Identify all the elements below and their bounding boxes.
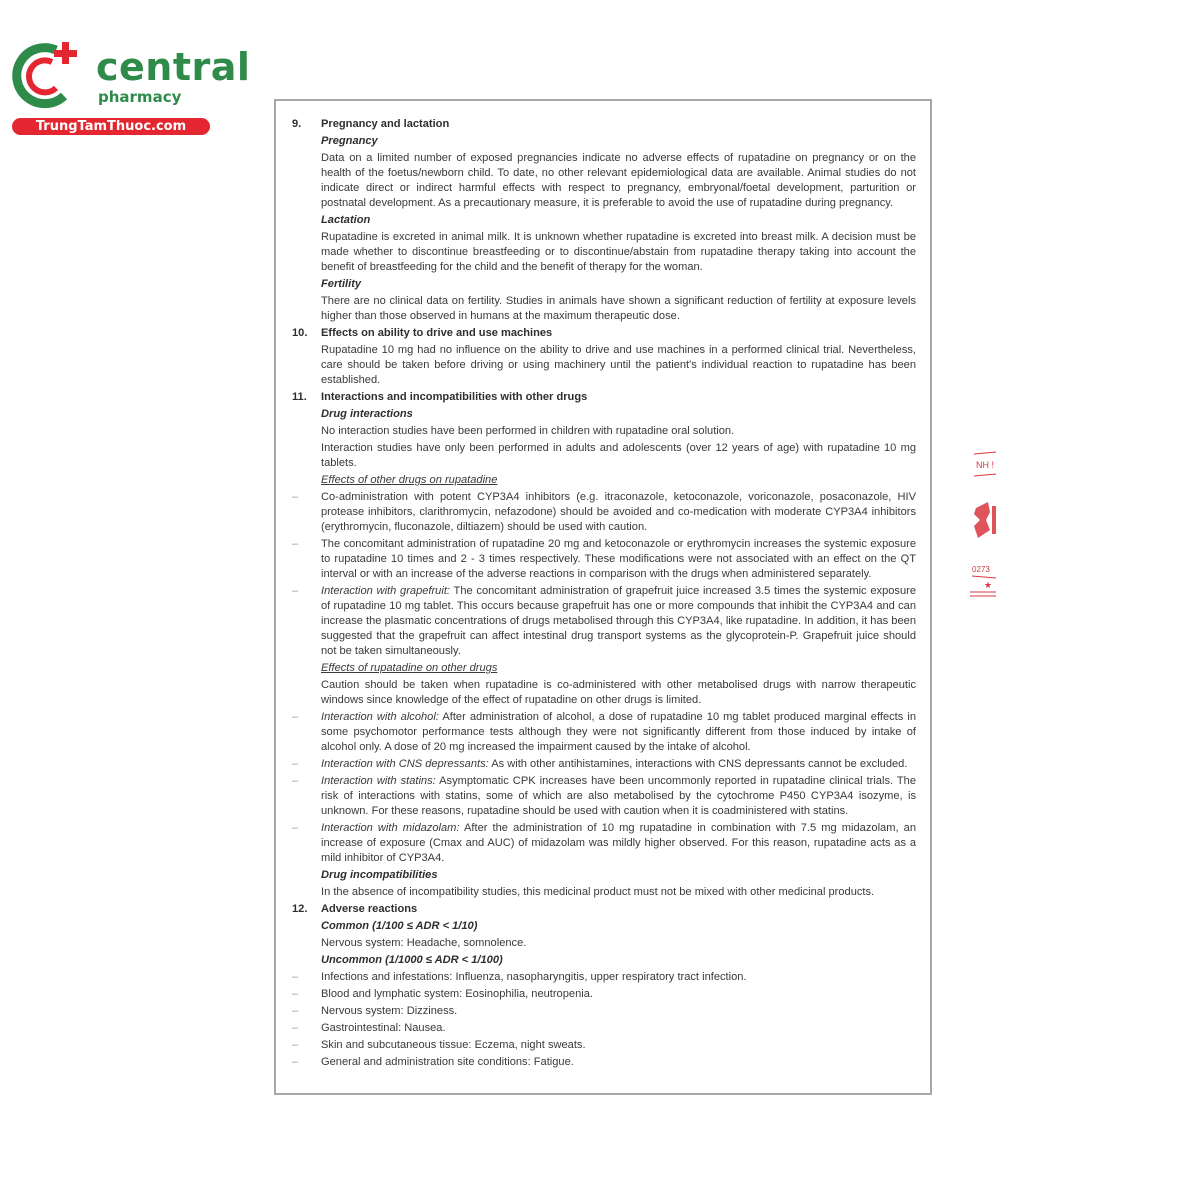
- section-title: Pregnancy and lactation: [321, 118, 450, 130]
- other-drugs-on-rupatadine-heading: Effects of other drugs on rupatadine: [321, 474, 498, 486]
- bullet-text: Skin and subcutaneous tissue: Eczema, night sweats.: [321, 1039, 586, 1051]
- drug-incompatibilities-heading: Drug incompatibilities: [321, 869, 438, 881]
- section-10-heading: [292, 326, 916, 341]
- section-title: Adverse reactions: [321, 903, 418, 915]
- bullet-lead: Interaction with grapefruit:: [321, 585, 450, 597]
- section-11-body: [321, 407, 916, 488]
- lactation-text: Rupatadine is excreted in animal milk. It is unknown whether rupatadine is excreted into breast milk. A decision must be made whether to discontinue breastfeeding or to discontinue/abstain from rupatadine therapy taking into account the benefit of breastfeeding for the child and the benefit of therapy for the woman.: [321, 231, 916, 273]
- list-item: [292, 710, 916, 755]
- dash-bullet-icon: –: [292, 988, 299, 1000]
- list-item: [292, 537, 916, 582]
- bullet-text: Infections and infestations: Influenza, nasopharyngitis, upper respiratory tract infection.: [321, 971, 747, 983]
- svg-text:★: ★: [984, 581, 993, 591]
- interactions-paragraph-1: No interaction studies have been performed in children with rupatadine oral solution.: [321, 425, 735, 437]
- list-item: [292, 490, 916, 535]
- svg-text:0273: 0273: [972, 565, 990, 574]
- dash-bullet-icon: –: [292, 758, 299, 770]
- list-item: [292, 987, 916, 1002]
- logo-website-banner[interactable]: TrungTamThuoc.com: [12, 118, 210, 135]
- list-item: [292, 584, 916, 659]
- dash-bullet-icon: –: [292, 711, 299, 723]
- document-content: [292, 115, 916, 1072]
- section-9-heading: [292, 117, 916, 132]
- bullet-text: Gastrointestinal: Nausea.: [321, 1022, 446, 1034]
- section-title: Interactions and incompatibilities with other drugs: [321, 391, 588, 403]
- bullet-text: Co-administration with potent CYP3A4 inhibitors (e.g. itraconazole, ketoconazole, voriconazole, posaconazole, HIV protease inhibitors, clarithromycin, nefazodone) should be avoided and co-medication with moderate CYP3A4 inhibitors (erythromycin, fluconazole, diltiazem) should be used with caution.: [321, 491, 916, 533]
- drug-incompatibilities-text: In the absence of incompatibility studies, this medicinal product must not be mixed with other medicinal products.: [321, 886, 875, 898]
- rupatadine-on-other-bullet-list: [292, 710, 916, 866]
- dash-bullet-icon: –: [292, 1039, 299, 1051]
- logo-subtitle: pharmacy: [98, 88, 182, 106]
- pharmacy-cross-logo-icon: [12, 40, 82, 110]
- rupatadine-on-other-drugs-text: Caution should be taken when rupatadine is co-administered with other metabolised drugs with narrow therapeutic windows since knowledge of the effect of rupatadine on other drugs is limited.: [321, 679, 916, 706]
- lactation-heading: Lactation: [321, 214, 371, 226]
- bullet-text: The concomitant administration of grapefruit juice increased 3.5 times the systemic exposure of rupatadine 10 mg tablet. This occurs because grapefruit has one or more compounds that inhibit the CYP3A4 and can increase the plasmatic concentrations of drugs metabolised through this CYP3A4, like rupatadine. In addition, it has been suggested that the grapefruit can affect intestinal drug transport systems as the glycoprotein-P. Grapefruit juice should not be taken simultaneously.: [321, 585, 916, 657]
- section-number: 12.: [292, 903, 308, 915]
- uncommon-adr-heading: Uncommon (1/1000 ≤ ADR < 1/100): [321, 954, 503, 966]
- bullet-text: After administration of alcohol, a dose of rupatadine 10 mg tablet produced marginal effects in some psychomotor performance tests although they were not significantly different from those induced by intake of alcohol only. A dose of 20 mg increased the impairment caused by the intake of alcohol.: [321, 711, 916, 753]
- pregnancy-text: Data on a limited number of exposed pregnancies indicate no adverse effects of rupatadine on pregnancy or on the health of the foetus/newborn child. To date, no other relevant epidemiological data are available. Animal studies do not indicate direct or indirect harmful effects with respect to pregnancy, embryonal/foetal development, parturition or postnatal development. As a precautionary measure, it is preferable to avoid the use of rupatadine during pregnancy.: [321, 152, 916, 209]
- section-9-body: [321, 134, 916, 324]
- bullet-text: Nervous system: Dizziness.: [321, 1005, 458, 1017]
- common-adr-text: Nervous system: Headache, somnolence.: [321, 937, 527, 949]
- bullet-lead: Interaction with midazolam:: [321, 822, 460, 834]
- drive-machines-text: Rupatadine 10 mg had no influence on the ability to drive and use machines in a performed clinical trial. Nevertheless, care should be taken before driving or using machinery until the patient's individual reaction to rupatadine has been established.: [321, 344, 916, 386]
- section-number: 10.: [292, 327, 308, 339]
- dash-bullet-icon: –: [292, 822, 299, 834]
- list-item: [292, 757, 916, 772]
- list-item: [292, 774, 916, 819]
- dash-bullet-icon: –: [292, 1005, 299, 1017]
- uncommon-adr-list: [292, 970, 916, 1070]
- section-12-body: [321, 919, 916, 968]
- other-drugs-bullet-list: [292, 490, 916, 659]
- logo-brand-text: central: [96, 45, 251, 89]
- bullet-text: Asymptomatic CPK increases have been uncommonly reported in rupatadine clinical trials. The risk of interactions with statins, some of which are also metabolised by the cytochrome P450 CYP3A4 isozyme, is unknown. For these reasons, rupatadine should be used with caution when it is coadministered with statins.: [321, 775, 917, 817]
- rupatadine-on-other-drugs-heading: Effects of rupatadine on other drugs: [321, 662, 498, 674]
- section-title: Effects on ability to drive and use machines: [321, 327, 553, 339]
- bullet-lead: Interaction with statins:: [321, 775, 436, 787]
- list-item: [292, 821, 916, 866]
- svg-text:NH !: NH !: [976, 460, 994, 470]
- bullet-text: General and administration site conditions: Fatigue.: [321, 1056, 574, 1068]
- interactions-paragraph-2: Interaction studies have only been performed in adults and adolescents (over 12 years of age) with rupatadine 10 mg tablets.: [321, 442, 916, 469]
- list-item: [292, 1055, 916, 1070]
- list-item: [292, 1004, 916, 1019]
- central-pharmacy-logo: [10, 38, 251, 138]
- list-item: [292, 1021, 916, 1036]
- section-12-heading: [292, 902, 916, 917]
- section-number: 9.: [292, 118, 302, 130]
- dash-bullet-icon: –: [292, 1022, 299, 1034]
- dash-bullet-icon: –: [292, 971, 299, 983]
- list-item: [292, 970, 916, 985]
- section-number: 11.: [292, 391, 307, 403]
- bullet-text: The concomitant administration of rupatadine 20 mg and ketoconazole or erythromycin increases the systemic exposure to rupatadine 10 times and 2 - 3 times respectively. These modifications were not associated with an effect on the QT interval or with an increase of the adverse reactions in comparison with the drugs when administered separately.: [321, 538, 916, 580]
- list-item: [292, 1038, 916, 1053]
- bullet-text: After the administration of 10 mg rupatadine in combination with 7.5 mg midazolam, an increase of exposure (Cmax and AUC) of midazolam was mildly higher observed. For this reason, rupatadine acts as a mild inhibitor of CYP3A4.: [321, 822, 916, 864]
- drug-interactions-heading: Drug interactions: [321, 408, 413, 420]
- bullet-lead: Interaction with alcohol:: [321, 711, 439, 723]
- dash-bullet-icon: –: [292, 775, 299, 787]
- dash-bullet-icon: –: [292, 491, 299, 503]
- section-10-body: [321, 343, 916, 388]
- bullet-text: As with other antihistamines, interactions with CNS depressants cannot be excluded.: [488, 758, 908, 770]
- common-adr-heading: Common (1/100 ≤ ADR < 1/10): [321, 920, 478, 932]
- official-stamp-fragment-icon: [968, 450, 1000, 600]
- bullet-lead: Interaction with CNS depressants:: [321, 758, 489, 770]
- dash-bullet-icon: –: [292, 585, 299, 597]
- dash-bullet-icon: –: [292, 1056, 299, 1068]
- document-page: [274, 99, 932, 1095]
- bullet-text: Blood and lymphatic system: Eosinophilia, neutropenia.: [321, 988, 593, 1000]
- dash-bullet-icon: –: [292, 538, 299, 550]
- section-11-heading: [292, 390, 916, 405]
- fertility-text: There are no clinical data on fertility. Studies in animals have shown a significant reduction of fertility at exposure levels higher than those observed in humans at the maximum therapeutic dose.: [321, 295, 916, 322]
- pregnancy-heading: Pregnancy: [321, 135, 378, 147]
- fertility-heading: Fertility: [321, 278, 362, 290]
